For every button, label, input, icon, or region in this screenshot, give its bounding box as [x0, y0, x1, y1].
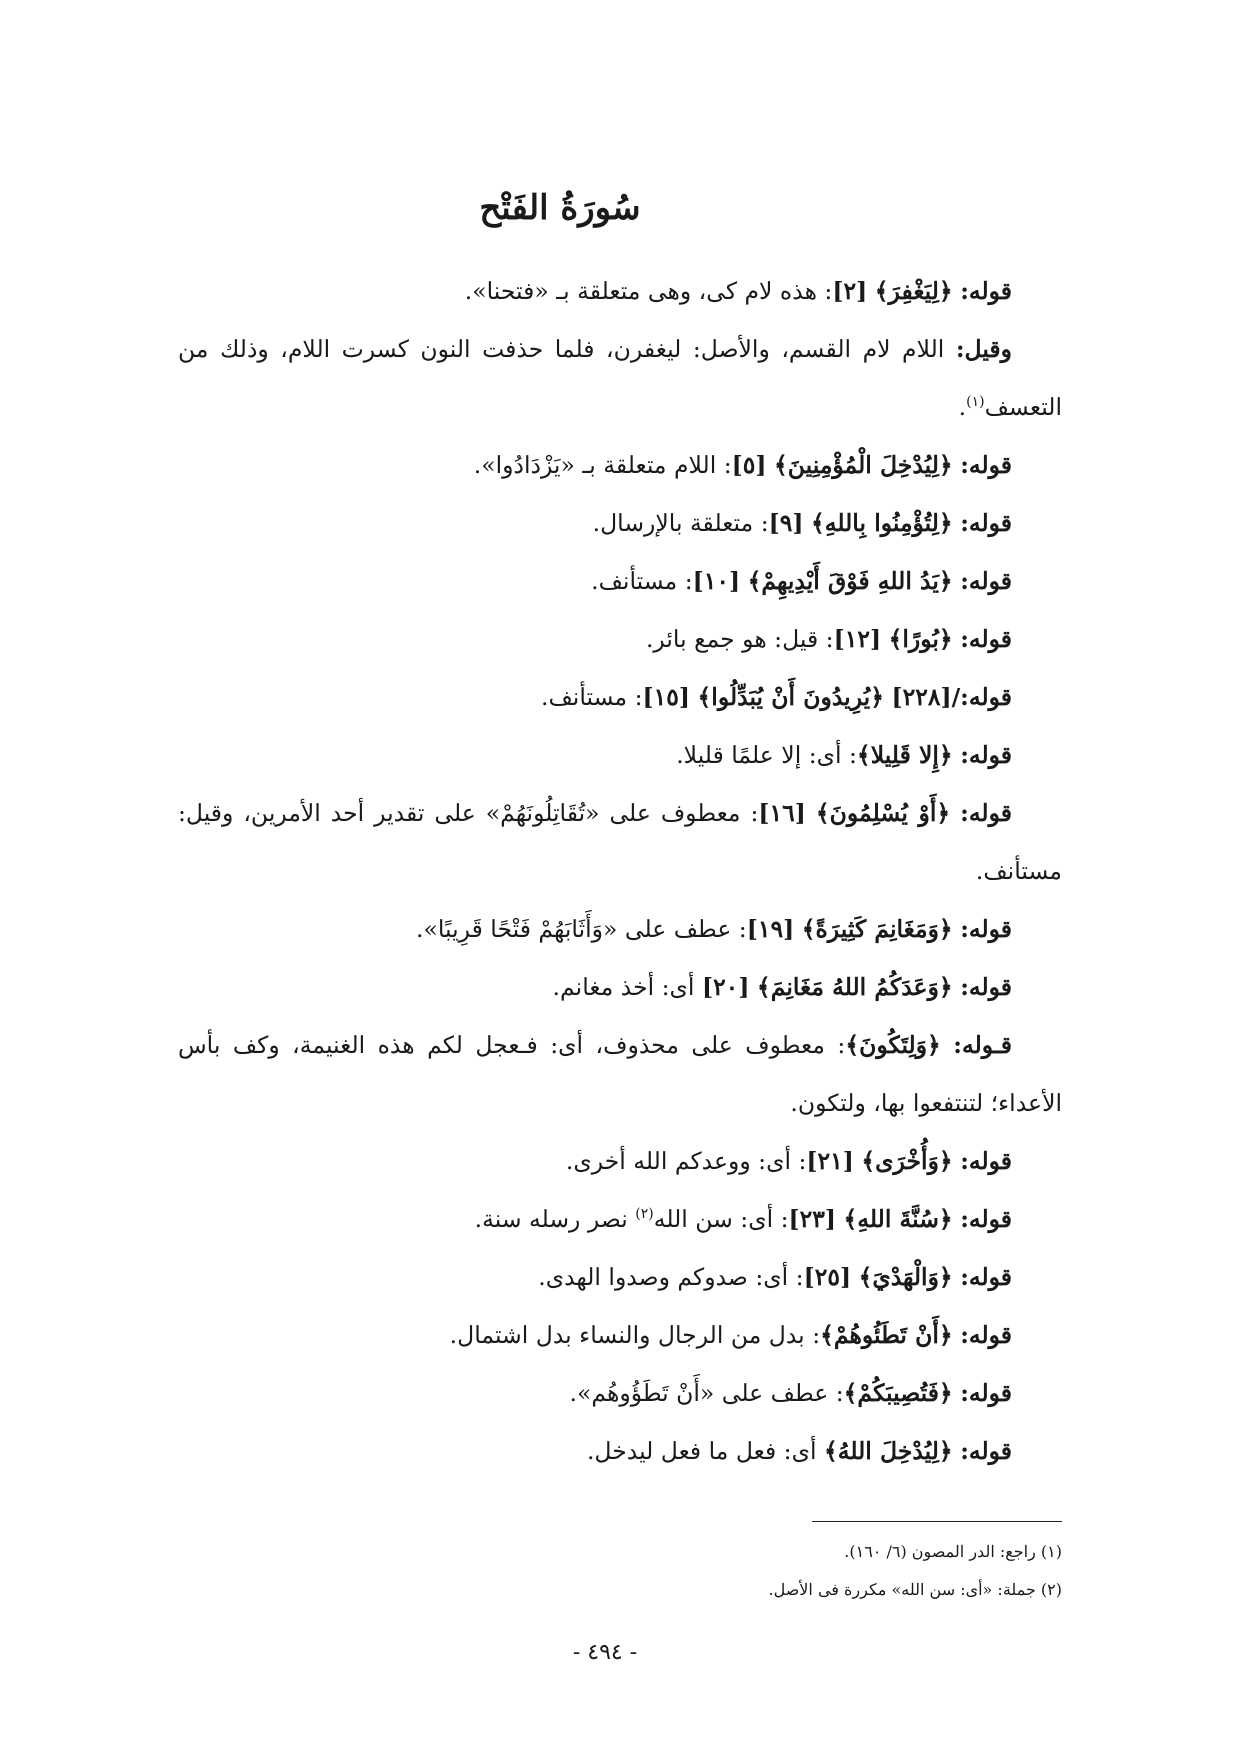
footnote-marker[interactable]: (٢) [635, 1206, 654, 1223]
entry-label: قوله: [960, 741, 1012, 769]
entry-text: : مستأنف. [541, 683, 643, 711]
quran-phrase: ﴿لِيَغْفِرَ﴾ [874, 277, 953, 305]
entry-12 [178, 1016, 1062, 1132]
page-number-text: - ٤٩٤ - [572, 1640, 638, 1665]
entry-text: : اللام متعلقة بـ «يَزْدَادُوا». [473, 451, 732, 479]
quran-phrase: ﴿يَدُ اللهِ فَوْقَ أَيْدِيهِمْ﴾ [747, 567, 953, 595]
entry-label: قوله: [960, 1205, 1012, 1233]
entry-label: قوله: [960, 625, 1012, 653]
entry-text: : أى: إلا علمًا قليلا. [676, 741, 857, 769]
verse-number: [١٩] [746, 915, 795, 943]
verse-number: [٢] [832, 277, 868, 305]
entry-text: : أى: ووعدكم الله أخرى. [565, 1147, 807, 1175]
footnote-2: (٢) جملة: «أى: سن الله» مكررة فى الأصل. [768, 1580, 1062, 1599]
verse-number: [٢٣] [788, 1205, 837, 1233]
entry-label: قوله: [960, 1437, 1012, 1465]
verse-number: [١٠] [692, 567, 741, 595]
entry-10 [178, 900, 1062, 958]
footnote-divider [812, 1521, 1062, 1522]
entry-text: : أى: سن الله [653, 1205, 789, 1233]
verse-number: [١٦] [758, 799, 806, 827]
verse-number: [١٥] [642, 683, 691, 711]
entry-label: قوله: [960, 915, 1012, 943]
entry-label: وقيل: [955, 335, 1012, 363]
entry-label: قوله: [960, 277, 1012, 305]
entry-1 [178, 262, 1062, 320]
entry-18 [178, 1422, 1062, 1480]
footnotes [178, 1533, 1062, 1609]
entry-label: قوله:/[٢٢٨] [891, 683, 1012, 711]
entry-text-after: . [958, 393, 967, 421]
entry-text: : بدل من الرجال والنساء بدل اشتمال. [449, 1321, 821, 1349]
surah-title [0, 188, 1240, 228]
entry-text: : أى: صدوكم وصدوا الهدى. [538, 1263, 804, 1291]
verse-number: [٢٥] [803, 1263, 852, 1291]
entry-16 [178, 1306, 1062, 1364]
entry-label: قوله: [960, 567, 1012, 595]
entry-13 [178, 1132, 1062, 1190]
entry-3 [178, 436, 1062, 494]
verse-number: [٢١] [806, 1147, 854, 1175]
entry-5 [178, 552, 1062, 610]
entry-15 [178, 1248, 1062, 1306]
quran-phrase: ﴿فَتُصِيبَكُمْ﴾ [843, 1379, 953, 1407]
verse-number: [١٢] [833, 625, 882, 653]
quran-phrase: ﴿يُرِيدُونَ أَنْ يُبَدِّلُوا﴾ [697, 683, 884, 711]
surah-title-text: سُورَةُ الفَتْح [479, 188, 641, 228]
quran-phrase: ﴿وَعَدَكُمُ اللهُ مَغَانِمَ﴾ [756, 973, 953, 1001]
entry-label: قوله: [960, 509, 1012, 537]
entry-text: : متعلقة بالإرسال. [592, 509, 769, 537]
entry-17 [178, 1364, 1062, 1422]
quran-phrase: ﴿وَلِتَكُونَ﴾ [845, 1031, 941, 1059]
quran-phrase: ﴿سُنَّةَ اللهِ﴾ [843, 1205, 953, 1233]
entry-text: : مستأنف. [591, 567, 693, 595]
entry-label: قوله: [960, 1321, 1012, 1349]
entry-7 [178, 668, 1062, 726]
entry-label: قوله: [960, 1263, 1012, 1291]
entry-label: قوله: [960, 1379, 1012, 1407]
entry-6 [178, 610, 1062, 668]
entry-11 [178, 958, 1062, 1016]
quran-phrase: ﴿بُورًا﴾ [888, 625, 953, 653]
quran-phrase: ﴿لِيُدْخِلَ الْمُؤْمِنِينَ﴾ [773, 451, 953, 479]
entry-4 [178, 494, 1062, 552]
entry-text-after: نصر رسله سنة. [474, 1205, 636, 1233]
entry-text: : معطوف على «تُقَاتِلُونَهُمْ» على تقدير أحد الأمرين، وقيل: مستأنف. [178, 799, 1062, 885]
entry-text: أى: أخذ مغانم. [552, 973, 702, 1001]
entry-9 [178, 784, 1062, 900]
entry-text: اللام لام القسم، والأصل: ليغفرن، فلما حذفت النون كسرت اللام، وذلك من التعسف [178, 335, 1062, 421]
quran-phrase: ﴿لِتُؤْمِنُوا بِاللهِ﴾ [811, 509, 953, 537]
entry-14 [178, 1190, 1062, 1248]
quran-phrase: ﴿وَأُخْرَى﴾ [861, 1147, 953, 1175]
entry-8 [178, 726, 1062, 784]
entry-text: أى: فعل ما فعل ليدخل. [586, 1437, 824, 1465]
quran-phrase: ﴿أَوْ يُسْلِمُونَ﴾ [815, 799, 951, 827]
entry-label: قوله: [960, 1147, 1012, 1175]
entry-label: قوله: [960, 799, 1012, 827]
footnote-1: (١) راجع: الدر المصون (٦/ ١٦٠). [844, 1542, 1062, 1561]
entry-text: : عطف على «وَأَثَابَهُمْ فَتْحًا قَرِيبًا». [415, 915, 747, 943]
quran-phrase: ﴿لِيُدْخِلَ اللهُ﴾ [824, 1437, 953, 1465]
quran-phrase: ﴿وَمَغَانِمَ كَثِيرَةً﴾ [801, 915, 953, 943]
entry-label: قوله: [960, 451, 1012, 479]
entry-label: قـوله: [953, 1031, 1012, 1059]
footnote-marker[interactable]: (١) [966, 394, 985, 411]
quran-phrase: ﴿أَنْ تَطَئُوهُمْ﴾ [820, 1321, 953, 1349]
verse-number: [٢٠] [701, 973, 750, 1001]
quran-phrase: ﴿إِلا قَلِيلا﴾ [856, 741, 953, 769]
verse-number: [٥] [731, 451, 767, 479]
entry-2 [178, 320, 1062, 436]
quran-phrase: ﴿وَالْهَدْيَ﴾ [858, 1263, 953, 1291]
entry-label: قوله: [960, 973, 1012, 1001]
entry-text: : معطوف على محذوف، أى: فـعجل لكم هذه الغنيمة، وكف بأس الأعداء؛ لتنتفعوا بها، ولتكون. [178, 1031, 1062, 1117]
page-number [0, 1640, 1240, 1665]
entry-text: : عطف على «أَنْ تَطَؤُوهُم». [569, 1379, 844, 1407]
entry-text: : هذه لام كى، وهى متعلقة بـ «فتحنا». [464, 277, 833, 305]
verse-number: [٩] [768, 509, 804, 537]
commentary-body [178, 262, 1062, 1480]
entry-text: : قيل: هو جمع بائر. [645, 625, 834, 653]
